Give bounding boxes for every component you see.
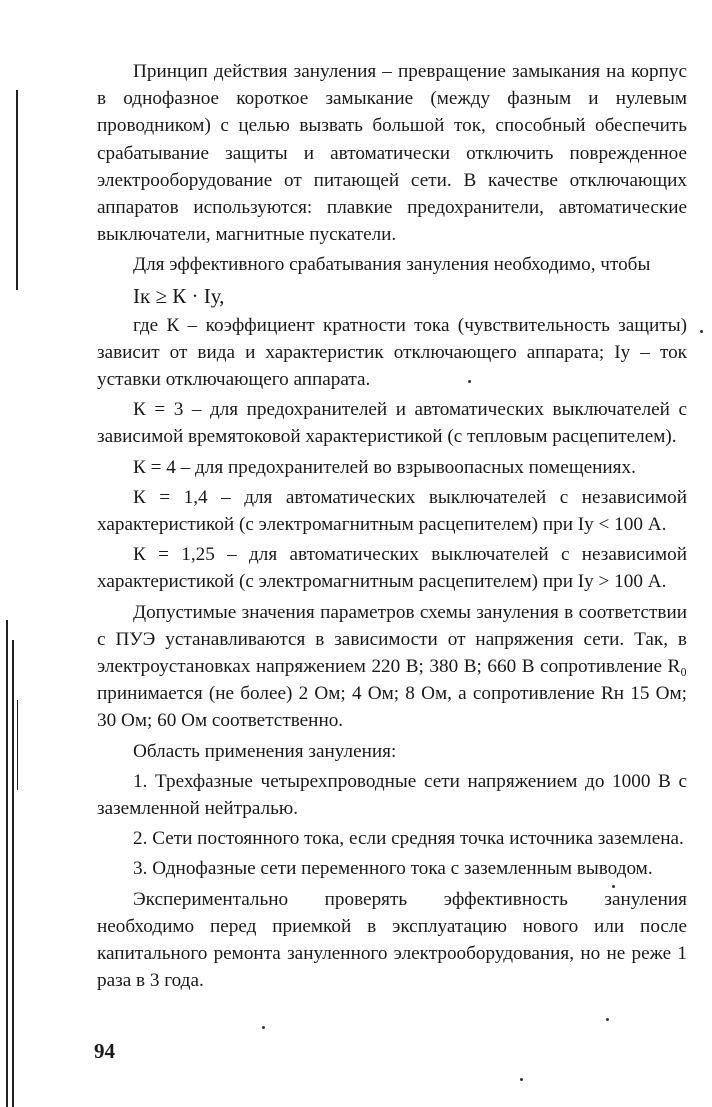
scan-speck — [520, 1078, 523, 1081]
paragraph-k125: К = 1,25 – для автоматических выключателей с независимой характеристикой (с электромагнитным расцепителем) при Iу > 100 А. — [97, 544, 687, 593]
paragraph-k4: К = 4 – для предохранителей во взрывоопасных помещениях. — [133, 456, 636, 478]
scan-speck — [606, 1018, 609, 1021]
paragraph-where: где К – коэффициент кратности тока (чувствительность защиты) зависит от вида и характеристик отключающего аппарата; Iу – ток уставки отключающего аппарата. — [97, 314, 687, 391]
scan-edge-line — [12, 640, 14, 1107]
paragraph-k14: К = 1,4 – для автоматических выключателей с независимой характеристикой (с электромагнитным расцепителем) при Iу < 100 А. — [97, 486, 687, 536]
page-number: 94 — [94, 1039, 115, 1063]
scan-edge-line — [16, 90, 18, 290]
list-item-3: 3. Однофазные сети переменного тока с заземленным выводом. — [133, 858, 653, 880]
paragraph-condition: Для эффективного срабатывания зануления необходимо, чтобы — [133, 254, 651, 276]
paragraph-pue: Допустимые значения параметров схемы зануления в соответствии с ПУЭ устанавливаются в зависимости от напряжения сети. Так, в электроустановках напряжением 220 В; 380 В; 660 В сопротивление R₀ принимается (не более) 2 Ом; 4 Ом; 8 Ом, а сопротивление Rн 15 Ом; 30 Ом; 60 Ом соответственно. — [97, 601, 687, 732]
scan-speck — [262, 1026, 265, 1029]
formula-lhs: Iк — [133, 283, 151, 308]
page-body — [97, 58, 687, 998]
scan-edge-line — [6, 620, 8, 1107]
paragraph-principle: Принцип действия зануления – превращение замыкания на корпус в однофазное короткое замыкание (между фазным и нулевым проводником) с целью вызвать большой ток, способный обеспечить срабатывание защиты и автоматически отключить поврежденное электрооборудование от питающей сети. В качестве отключающих аппаратов используются: плавкие предохранители, автоматические выключатели, магнитные пускатели. — [97, 61, 687, 246]
list-item-1: 1. Трехфазные четырехпроводные сети напряжением до 1000 В с заземленной нейтралью. — [97, 770, 687, 820]
paragraph-testing: Экспериментально проверять эффективность зануления необходимо перед приемкой в эксплуатацию нового или после капитального ремонта зануленного электрооборудования, но не реже 1 раза в 3 года. — [97, 888, 687, 992]
scan-edge-line — [17, 700, 18, 790]
list-item-2: 2. Сети постоянного тока, если средняя точка источника заземлена. — [133, 828, 684, 850]
paragraph-scope-heading: Область применения зануления: — [133, 740, 397, 762]
formula — [133, 282, 687, 310]
formula-operator: ≥ — [155, 283, 167, 308]
formula-rhs: К · Iу, — [172, 283, 225, 308]
scan-speck — [700, 330, 703, 333]
paragraph-k3: К = 3 – для предохранителей и автоматических выключателей с зависимой времятоковой характеристикой (с тепловым расцепителем). — [97, 399, 687, 448]
